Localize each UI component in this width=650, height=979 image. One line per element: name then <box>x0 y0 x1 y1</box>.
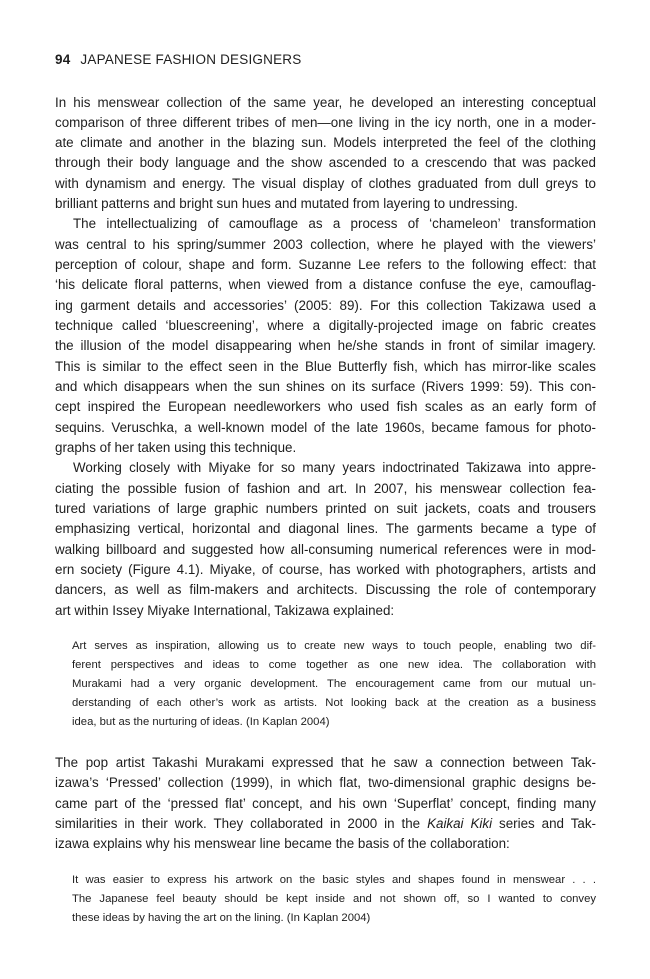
text-line: The pop artist Takashi Murakami expressed that he saw a connection between Tak- <box>55 755 596 770</box>
text-line: izawa’s ‘Pressed’ collection (1999), in which flat, two-dimensional graphic designs be- <box>55 775 596 790</box>
text-line: sequins. Veruschka, a well-known model of the late 1960s, became famous for photo- <box>55 420 596 435</box>
quote-line: idea, but as the nurturing of ideas. (In Kaplan 2004) <box>72 716 330 728</box>
series-title: Kaikai Kiki <box>427 816 493 831</box>
text-line: dancers, as well as film-makers and architects. Discussing the role of contemporary <box>55 582 596 597</box>
text-line: Working closely with Miyake for so many years indoctrinated Takizawa into appre- <box>73 460 596 475</box>
text-line: ing garment details and accessories’ (2005: 89). For this collection Takizawa used a <box>55 298 596 313</box>
text-line <box>55 816 596 831</box>
text-line: ciating the possible fusion of fashion and art. In 2007, his menswear collection fea- <box>55 481 596 496</box>
text-line: came part of the ‘pressed flat’ concept, and his own ‘Superflat’ concept, finding many <box>55 796 596 811</box>
text-line: comparison of three different tribes of men—one living in the icy north, one in a moder- <box>55 115 596 130</box>
text-line: art within Issey Miyake International, Takizawa explained: <box>55 603 395 618</box>
text-line: was central to his spring/summer 2003 collection, where he played with the viewers’ <box>55 237 596 252</box>
text-segment: similarities in their work. They collaborated in 2000 in the <box>55 816 428 831</box>
text-line: technique called ‘bluescreening’, where a digitally-projected image on fabric creates <box>55 318 596 333</box>
text-line: ‘his delicate floral patterns, when viewed from a distance confuse the eye, camouflag- <box>55 277 596 292</box>
text-line: brilliant patterns and bright sun hues and mutated from layering to undressing. <box>55 196 518 211</box>
text-line: and which disappears when the sun shines on its surface (Rivers 1999: 59). This con- <box>55 379 596 394</box>
text-line: The intellectualizing of camouflage as a process of ‘chameleon’ transformation <box>73 216 596 231</box>
quote-line: It was easier to express his artwork on the basic styles and shapes found in menswear . . . <box>72 874 596 886</box>
text-line: In his menswear collection of the same year, he developed an interesting conceptual <box>55 95 596 110</box>
text-segment: series and Tak- <box>492 816 596 831</box>
text-line: the illusion of the model disappearing when he/she stands in front of similar imagery. <box>55 338 596 353</box>
text-line: tured variations of large graphic numbers printed on suit jackets, coats and trousers <box>55 501 596 516</box>
quote-line: derstanding of each other’s work as artists. Not looking back at the creation as a business <box>72 697 596 709</box>
text-line: perception of colour, shape and form. Suzanne Lee refers to the following effect: that <box>55 257 596 272</box>
text-line: graphs of her taken using this technique. <box>55 440 297 455</box>
text-line: with dynamism and energy. The visual display of clothes graduated from dull greys to <box>55 176 596 191</box>
text-line: izawa explains why his menswear line became the basis of the collaboration: <box>55 836 510 851</box>
page-number: 94 <box>55 52 71 67</box>
running-header <box>55 52 301 67</box>
text-line: cept inspired the European needleworkers who used fish scales as an early form of <box>55 399 596 414</box>
text-line: ate climate and another in the blazing sun. Models interpreted the feel of the clothing <box>55 135 596 150</box>
text-line: emphasizing vertical, horizontal and diagonal lines. The garments became a type of <box>55 521 596 536</box>
text-line: through their body language and the show ascended to a crescendo that was packed <box>55 155 596 170</box>
quote-line: Murakami had a very organic development. The encouragement came from our mutual un- <box>72 678 596 690</box>
text-line: walking billboard and suggested how all-consuming numerical references were in mod- <box>55 542 596 557</box>
quote-line: Art serves as inspiration, allowing us to create new ways to touch people, enabling two dif- <box>72 640 596 652</box>
text-line: This is similar to the effect seen in the Blue Butterfly fish, which has mirror-like scales <box>55 359 596 374</box>
text-line: ern society (Figure 4.1). Miyake, of course, has worked with photographers, artists and <box>55 562 596 577</box>
quote-line: ferent perspectives and ideas to come together as one new idea. The collaboration with <box>72 659 596 671</box>
running-title: JAPANESE FASHION DESIGNERS <box>80 52 302 67</box>
quote-line: The Japanese feel beauty should be kept inside and not shown off, so I wanted to convey <box>72 893 596 905</box>
quote-line: these ideas by having the art on the lining. (In Kaplan 2004) <box>72 912 371 924</box>
